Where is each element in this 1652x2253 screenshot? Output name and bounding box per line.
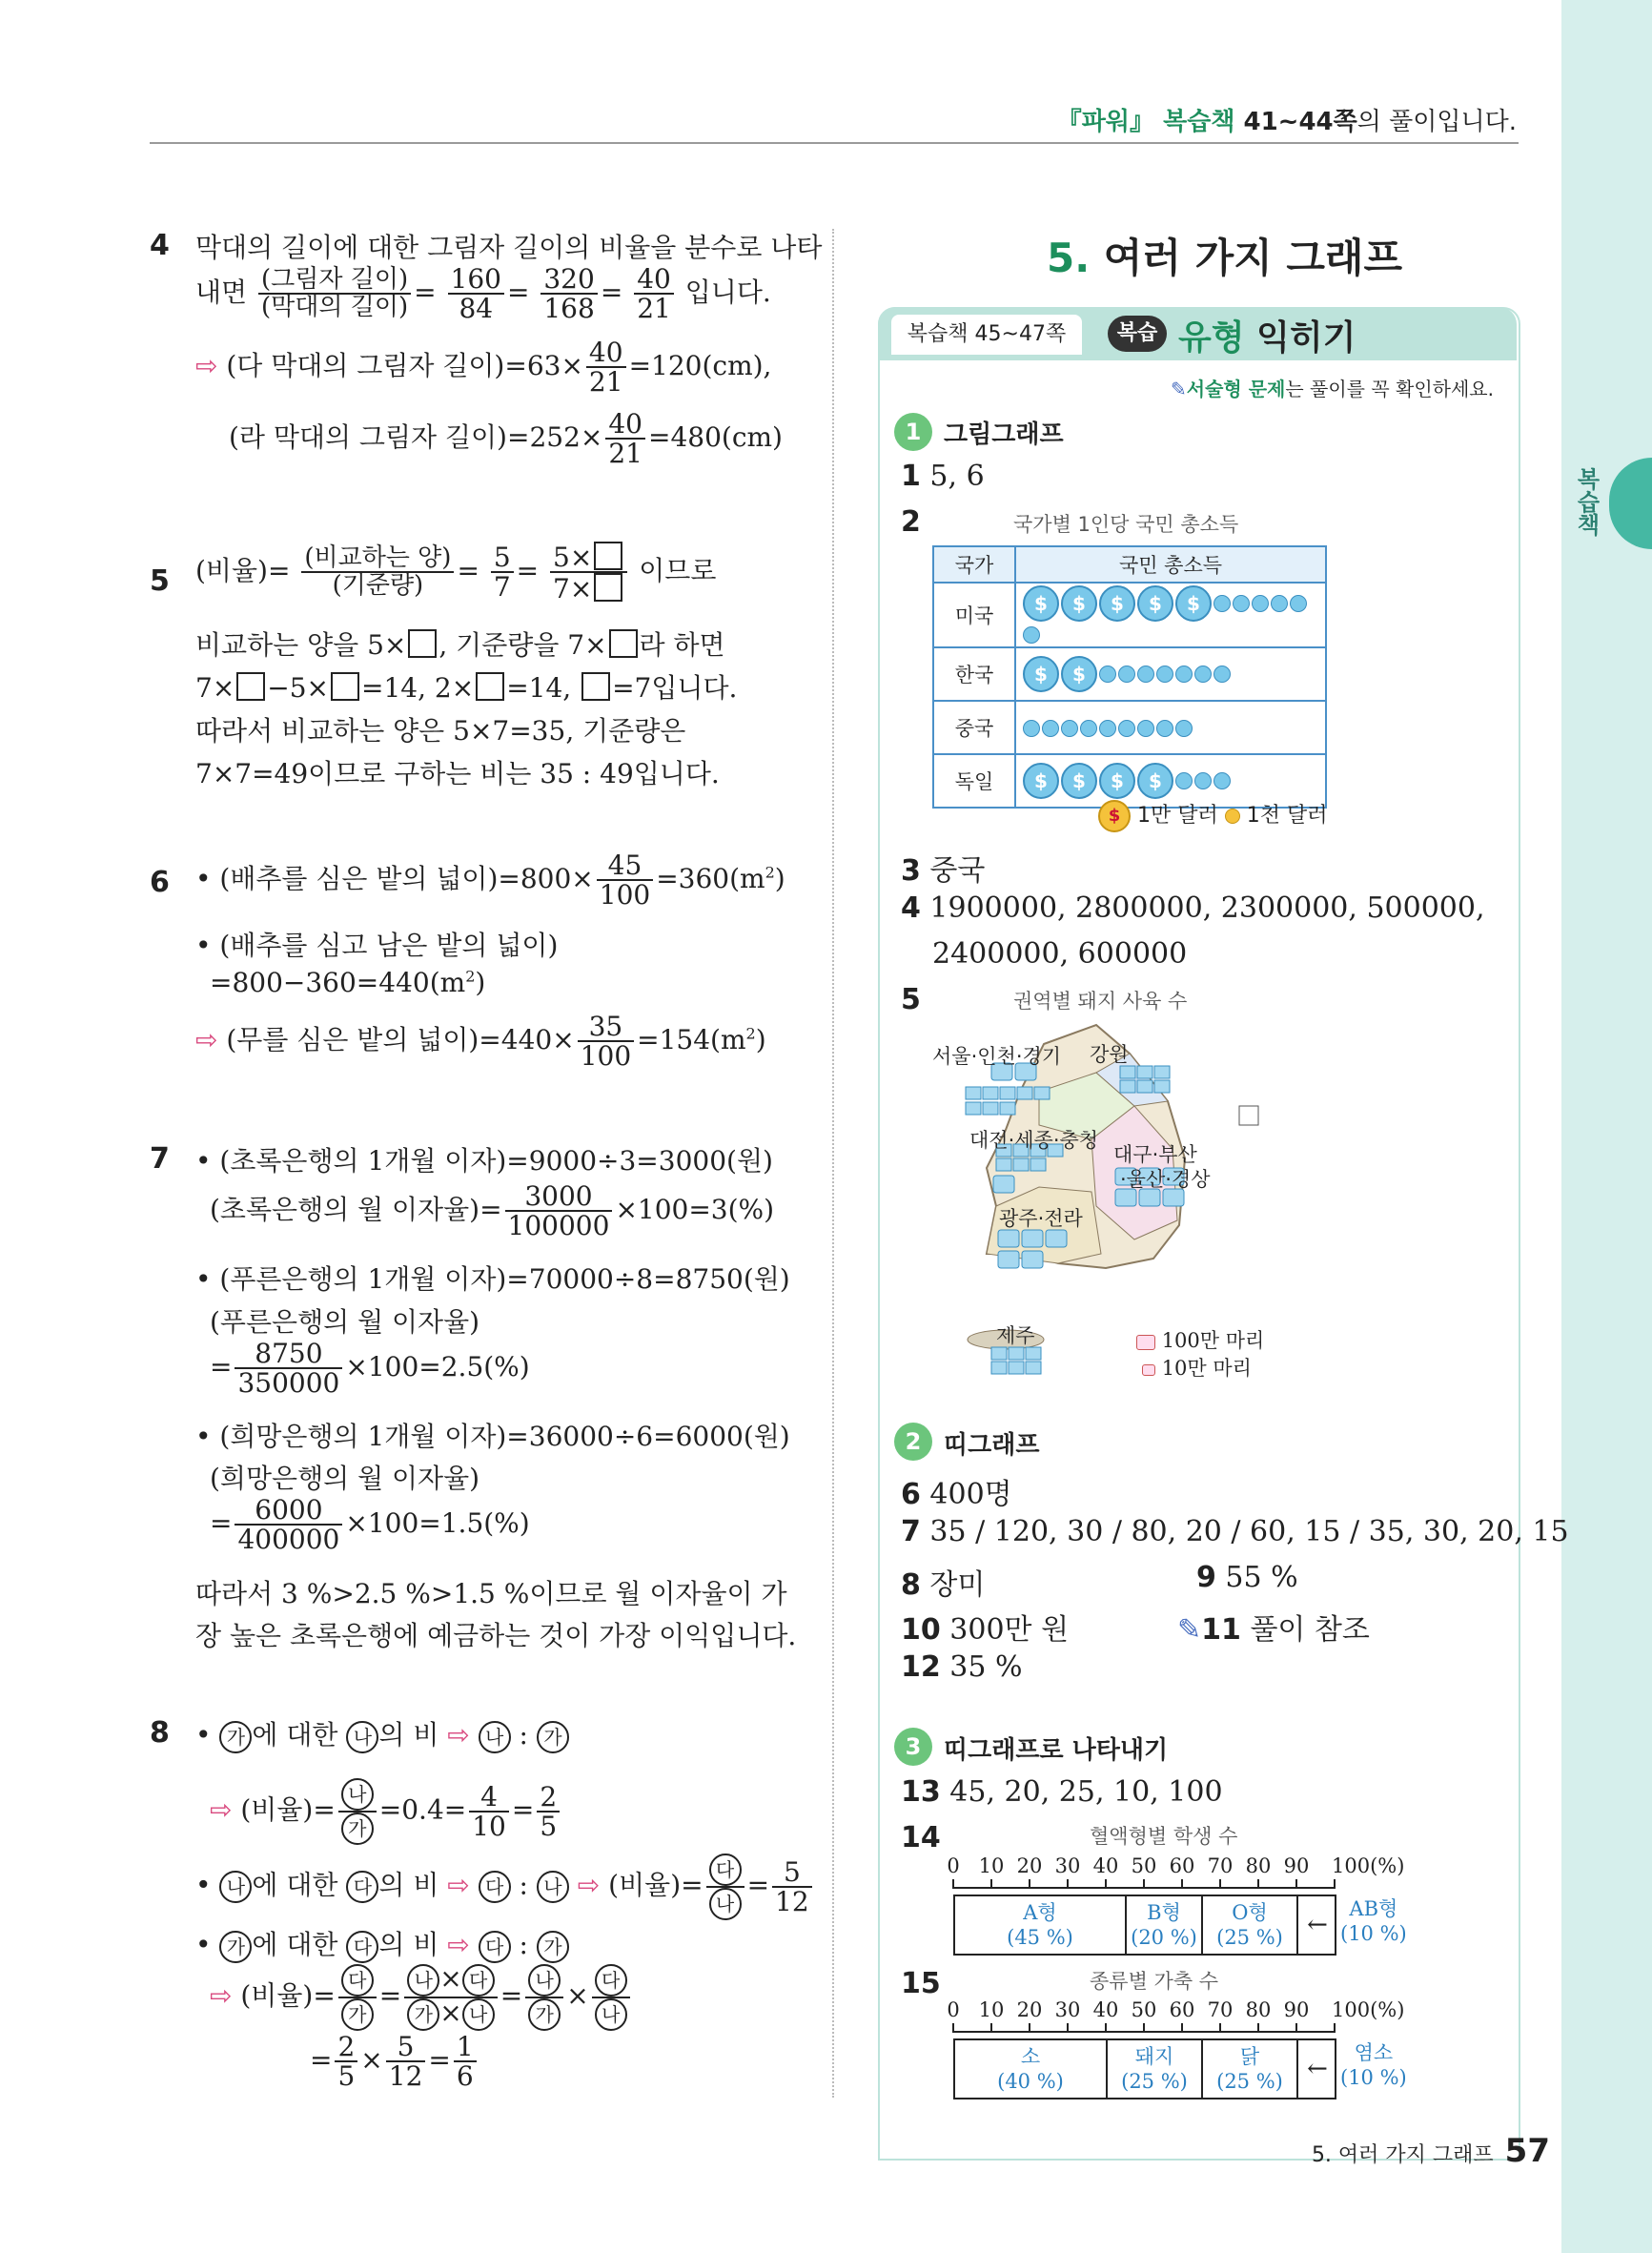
axis-tick-label: 20: [1016, 1998, 1043, 2021]
axis-tick: [1257, 2023, 1259, 2033]
axis-tick: [1219, 2023, 1221, 2033]
axis-tick: [1067, 2023, 1069, 2033]
table-header: 국가: [933, 546, 1015, 583]
answer-1: 1 5, 6: [901, 460, 985, 493]
band-segment: [1108, 2040, 1203, 2098]
q8-line2: ⇨ (비율)= $\frac{\text{나}}{\text{가}}$ =0.4= $\frac{4}{10}$ = $\frac{2}{5}$: [210, 1778, 562, 1845]
segment-label: A형: [1023, 1901, 1057, 1924]
table-row: 중국: [933, 701, 1326, 754]
segment-value: (25 %): [1216, 2070, 1283, 2093]
map-label: ·울산·경상: [1120, 1168, 1211, 1191]
segment-value: (25 %): [1121, 2070, 1188, 2093]
axis-tick-label: 80: [1245, 1854, 1272, 1877]
q5-line3: 7× −5× =14, 2× =14, =7입니다.: [195, 672, 738, 704]
axis-tick: [1181, 2023, 1183, 2033]
q7-line10: 장 높은 초록은행에 예금하는 것이 가장 이익입니다.: [195, 1620, 797, 1651]
small-coin-icon: [1225, 809, 1240, 824]
answer-4: 4 1900000, 2800000, 2300000, 500000,: [901, 891, 1485, 925]
small-coin-icon: [1023, 720, 1040, 737]
pencil-icon: ✎: [1177, 1613, 1202, 1647]
small-coin-icon: [1118, 666, 1135, 683]
answer-11: ✎11 풀이 참조: [1177, 1613, 1370, 1647]
table-row: 독일 $ $ $ $: [933, 754, 1326, 808]
q7-line3: • (푸른은행의 1개월 이자)=70000÷8=8750(원): [195, 1263, 790, 1295]
q8-line3: • 나 에 대한 다 의 비 ⇨ 다 : 나 ⇨ (비율)= $\frac{\text{다}}{\text{나}}$ = $\frac{5}{12}$: [195, 1854, 815, 1920]
axis-tick-label: 0: [947, 1854, 960, 1877]
axis-tick-label: 10: [978, 1998, 1005, 2021]
small-coin-icon: [1214, 666, 1231, 683]
q6-line3: $=800-360=440(m^2)$: [210, 967, 486, 998]
band-segment: ←: [1307, 1911, 1328, 1939]
q7-line2: (초록은행의 월 이자율)= $\frac{3000}{100000}$ ×100=3(%): [210, 1180, 775, 1242]
axis-tick: [1067, 1879, 1069, 1889]
axis-tick-label: 30: [1054, 1854, 1081, 1877]
q7-number: 7: [150, 1142, 170, 1176]
answer-4-cont: 2400000, 600000: [932, 937, 1188, 971]
axis-tick: [1029, 1879, 1030, 1889]
axis-tick-label: 0: [947, 1998, 960, 2021]
map-label: 제주: [996, 1324, 1035, 1347]
q5-number: 5: [150, 564, 170, 598]
band-segment: [955, 1896, 1127, 1954]
axis-tick: [1334, 1879, 1336, 1889]
segment-label: O형: [1232, 1901, 1268, 1924]
segment-value: (45 %): [1007, 1926, 1073, 1949]
big-coin-icon: $: [1023, 656, 1059, 692]
small-coin-icon: [1175, 772, 1193, 789]
answer-14-number: 14: [901, 1821, 941, 1854]
axis-tick: [1105, 2023, 1107, 2033]
answer-3: 3 중국: [901, 854, 986, 888]
axis-tick-label: 60: [1169, 1998, 1195, 2021]
coin-legend: $ 1만 달러 1천 달러: [1098, 799, 1328, 832]
small-coin-icon: [1099, 720, 1116, 737]
small-coin-icon: [1194, 666, 1212, 683]
axis-tick: [1105, 1879, 1107, 1889]
side-strip: [1561, 0, 1652, 2253]
big-coin-icon: $: [1137, 585, 1173, 622]
q4-number: 4: [150, 229, 170, 262]
axis-tick-label: 10: [978, 1854, 1005, 1877]
band: [953, 1895, 1336, 1956]
axis-tick: [1029, 2023, 1030, 2033]
table-header: 국민 총소득: [1015, 546, 1326, 583]
small-coin-icon: [1156, 720, 1173, 737]
axis-tick-label: 30: [1054, 1998, 1081, 2021]
section-title: 5. 여러 가지 그래프: [1047, 235, 1403, 281]
band-segment: [1203, 1896, 1298, 1954]
small-coin-icon: [1023, 626, 1040, 644]
axis-tick-label: 50: [1131, 1998, 1157, 2021]
arrow-icon: ⇨: [195, 1023, 218, 1055]
big-coin-icon: $: [1099, 585, 1135, 622]
table-row: 미국 $ $ $ $ $: [933, 583, 1326, 647]
q7-line6: • (희망은행의 1개월 이자)=36000÷6=6000(원): [195, 1421, 790, 1452]
answer-9: 9 55 %: [1196, 1561, 1298, 1594]
axis-tick-label: 50: [1131, 1854, 1157, 1877]
q7-line1: • (초록은행의 1개월 이자)=9000÷3=3000(원): [195, 1145, 773, 1177]
axis-tick-label: 90: [1283, 1854, 1310, 1877]
axis-tick: [1181, 1879, 1183, 1889]
axis-tick: [990, 1879, 992, 1889]
review-page-tag: 복습책 45~47쪽: [891, 315, 1082, 355]
big-coin-icon: $: [1061, 763, 1097, 799]
segment-callout: 염소 (10 %): [1340, 2041, 1407, 2089]
small-coin-icon: [1194, 772, 1212, 789]
segment-label: 닭: [1239, 2045, 1260, 2068]
topic-title: 그림그래프: [944, 420, 1064, 449]
q4-line2: 내면 $\frac{\text{(그림자 길이)}}{\text{(막대의 길이)}}$ = $\frac{160}{84}$ = $\frac{320}{168}$ = $\frac{40}{21}$ 입니다.: [195, 263, 771, 325]
axis-tick-label: 70: [1207, 1998, 1234, 2021]
answer-5-number: 5: [901, 983, 921, 1016]
small-coin-icon: [1137, 720, 1154, 737]
segment-value: (20 %): [1131, 1926, 1197, 1949]
review-note: ✎서술형 문제는 풀이를 꼭 확인하세요.: [1171, 378, 1494, 400]
q4-line3: ⇨ (다 막대의 그림자 길이)=63× $\frac{40}{21}$ =120(cm),: [195, 337, 772, 399]
small-coin-icon: [1214, 772, 1231, 789]
axis-tick-label: 100(%): [1332, 1854, 1405, 1877]
graph-title-5: 권역별 돼지 사육 수: [1013, 990, 1188, 1013]
axis-tick: [952, 2023, 954, 2033]
answer-13: 13 45, 20, 25, 10, 100: [901, 1775, 1223, 1809]
segment-value: (25 %): [1216, 1926, 1283, 1949]
big-coin-icon: $: [1023, 585, 1059, 622]
small-coin-icon: [1175, 720, 1193, 737]
axis-tick-label: 70: [1207, 1854, 1234, 1877]
topic-number: 3: [894, 1728, 932, 1766]
big-coin-icon: $: [1023, 763, 1059, 799]
small-coin-icon: [1233, 595, 1250, 612]
axis-tick: [1219, 1879, 1221, 1889]
big-coin-icon: $: [1137, 763, 1173, 799]
q6-line1: • (배추를 심은 밭의 넓이)=800× $\frac{45}{100}$ $=360(m^2)$: [195, 850, 785, 911]
big-coin-icon: $: [1061, 656, 1097, 692]
band-segment: [955, 2040, 1108, 2098]
small-coin-icon: [1252, 595, 1269, 612]
korea-map: [929, 1015, 1292, 1378]
q5-line5: 7×7=49이므로 구하는 비는 35 : 49입니다.: [195, 758, 720, 789]
answer-12: 12 35 %: [901, 1650, 1023, 1684]
small-coin-icon: [1099, 666, 1116, 683]
axis-tick: [1257, 1879, 1259, 1889]
pig-icon: [1142, 1364, 1155, 1376]
axis-tick-label: 60: [1169, 1854, 1195, 1877]
small-coin-icon: [1214, 595, 1231, 612]
graph-title-2: 국가별 1인당 국민 총소득: [1013, 513, 1239, 536]
small-coin-icon: [1290, 595, 1307, 612]
axis-tick-label: 80: [1245, 1998, 1272, 2021]
answer-2-number: 2: [901, 505, 921, 539]
axis-tick-label: 100(%): [1332, 1998, 1405, 2021]
pencil-icon: ✎: [1171, 378, 1187, 400]
map-label: 대전·세종·충청: [969, 1129, 1099, 1152]
small-coin-icon: [1080, 720, 1097, 737]
map-label: 대구·부산: [1113, 1143, 1197, 1166]
q8-line5: ⇨ (비율)= $\frac{\text{다}}{\text{가}}$ = $\frac{\text{나 × 다}}{\text{가 × 나}}$ = $\frac{\text{나}}{\text{가}}$ × $\frac{\text{다}}{\text{나}}$: [210, 1964, 633, 2031]
big-coin-icon: $: [1061, 585, 1097, 622]
band-segment: [1203, 2040, 1298, 2098]
axis-tick-label: 40: [1092, 1854, 1119, 1877]
topic-number: 2: [894, 1423, 932, 1461]
answer-10: 10 300만 원: [901, 1613, 1070, 1647]
small-coin-icon: [1156, 666, 1173, 683]
topic-number: 1: [894, 413, 932, 451]
axis-tick: [1295, 1879, 1297, 1889]
picture-graph-table: [932, 545, 1327, 809]
axis-tick-label: 90: [1283, 1998, 1310, 2021]
review-title: 유형 익히기: [1178, 318, 1356, 358]
q7-line4: (푸른은행의 월 이자율): [210, 1306, 480, 1338]
big-coin-icon: $: [1099, 763, 1135, 799]
topic-title: 띠그래프: [944, 1431, 1040, 1460]
small-coin-icon: [1042, 720, 1059, 737]
axis-tick-label: 40: [1092, 1998, 1119, 2021]
table-row: 한국 $ $: [933, 647, 1326, 701]
answer-6: 6 400명: [901, 1478, 1012, 1511]
map-label: 서울·인천·경기: [932, 1045, 1062, 1068]
axis-tick-label: 20: [1016, 1854, 1043, 1877]
big-coin-icon: $: [1098, 800, 1131, 832]
pig-icon: [1136, 1335, 1155, 1350]
q8-line1: • 가 에 대한 나 의 비 ⇨ 나 : 가: [195, 1714, 569, 1753]
q8-line4: • 가 에 대한 다 의 비 ⇨ 다 : 가: [195, 1924, 569, 1963]
map-legend: 10만 마리: [1142, 1353, 1252, 1382]
small-coin-icon: [1271, 595, 1288, 612]
graph-title-15: 종류별 가축 수: [1090, 1970, 1219, 1993]
big-coin-icon: $: [1175, 585, 1212, 622]
segment-label: 돼지: [1134, 2045, 1174, 2068]
q6-line4: ⇨ (무를 심은 밭의 넓이)=440× $\frac{35}{100}$ $=154(m^2)$: [195, 1011, 766, 1073]
q7-line5: = $\frac{8750}{350000}$ ×100=2.5(%): [210, 1338, 530, 1400]
map-label: 광주·전라: [999, 1207, 1083, 1230]
segment-label: B형: [1147, 1901, 1181, 1924]
footer: 5. 여러 가지 그래프 57: [1311, 2132, 1550, 2170]
answer-15-number: 15: [901, 1967, 941, 2000]
column-divider: [832, 229, 834, 2098]
q7-line8: = $\frac{6000}{400000}$ ×100=1.5(%): [210, 1494, 530, 1556]
header-rule: [150, 142, 1519, 144]
q6-line2: • (배추를 심고 남은 밭의 넓이): [195, 930, 559, 961]
q8-number: 8: [150, 1716, 170, 1750]
graph-title-14: 혈액형별 학생 수: [1090, 1825, 1238, 1848]
band-segment: ←: [1307, 2055, 1328, 2083]
axis-tick: [990, 2023, 992, 2033]
axis-tick: [1143, 1879, 1145, 1889]
segment-callout: AB형 (10 %): [1340, 1897, 1407, 1945]
topic-title: 띠그래프로 나타내기: [944, 1736, 1169, 1765]
side-tab-label: 복습책: [1573, 467, 1600, 536]
q8-line6: = $\frac{2}{5}$ × $\frac{5}{12}$ = $\frac{1}{6}$: [310, 2033, 479, 2091]
axis-tick: [1143, 2023, 1145, 2033]
q5-line2: 비교하는 양을 5× , 기준량을 7× 라 하면: [195, 629, 725, 661]
small-coin-icon: [1137, 666, 1154, 683]
q4-line4: (라 막대의 그림자 길이)=252× $\frac{40}{21}$ =480(cm): [229, 408, 783, 470]
header-note: 『파워』 복습책 41~44쪽의 풀이입니다.: [1056, 108, 1517, 136]
map-legend: 100만 마리: [1136, 1325, 1264, 1354]
q7-line7: (희망은행의 월 이자율): [210, 1463, 480, 1494]
axis-tick: [1334, 2023, 1336, 2033]
axis-tick: [1295, 2023, 1297, 2033]
q7-line9: 따라서 3 %>2.5 %>1.5 %이므로 월 이자율이 가: [195, 1578, 787, 1609]
small-coin-icon: [1061, 720, 1078, 737]
band-segment: [1127, 1896, 1203, 1954]
q5-line4: 따라서 비교하는 양은 5×7=35, 기준량은: [195, 715, 686, 747]
axis-tick: [952, 1879, 954, 1889]
segment-value: (40 %): [997, 2070, 1064, 2093]
arrow-icon: ⇨: [195, 349, 218, 381]
segment-label: 소: [1020, 2045, 1041, 2068]
answer-8: 8 장미: [901, 1568, 986, 1602]
band: [953, 2038, 1336, 2099]
small-coin-icon: [1118, 720, 1135, 737]
q4-line1: 막대의 길이에 대한 그림자 길이의 비율을 분수로 나타: [195, 232, 823, 263]
q5-line1: (비율)= $\frac{\text{(비교하는 양)}}{\text{(기준량)}}$ = $\frac{5}{7}$ = $\frac{5\times}{7\times}$ 이므로: [195, 542, 717, 605]
review-badge: 복습: [1108, 316, 1167, 352]
answer-7: 7 35 / 120, 30 / 80, 20 / 60, 15 / 35, 30, 20, 15: [901, 1515, 1569, 1548]
small-coin-icon: [1175, 666, 1193, 683]
q6-number: 6: [150, 866, 170, 899]
map-label: 강원: [1090, 1043, 1129, 1066]
